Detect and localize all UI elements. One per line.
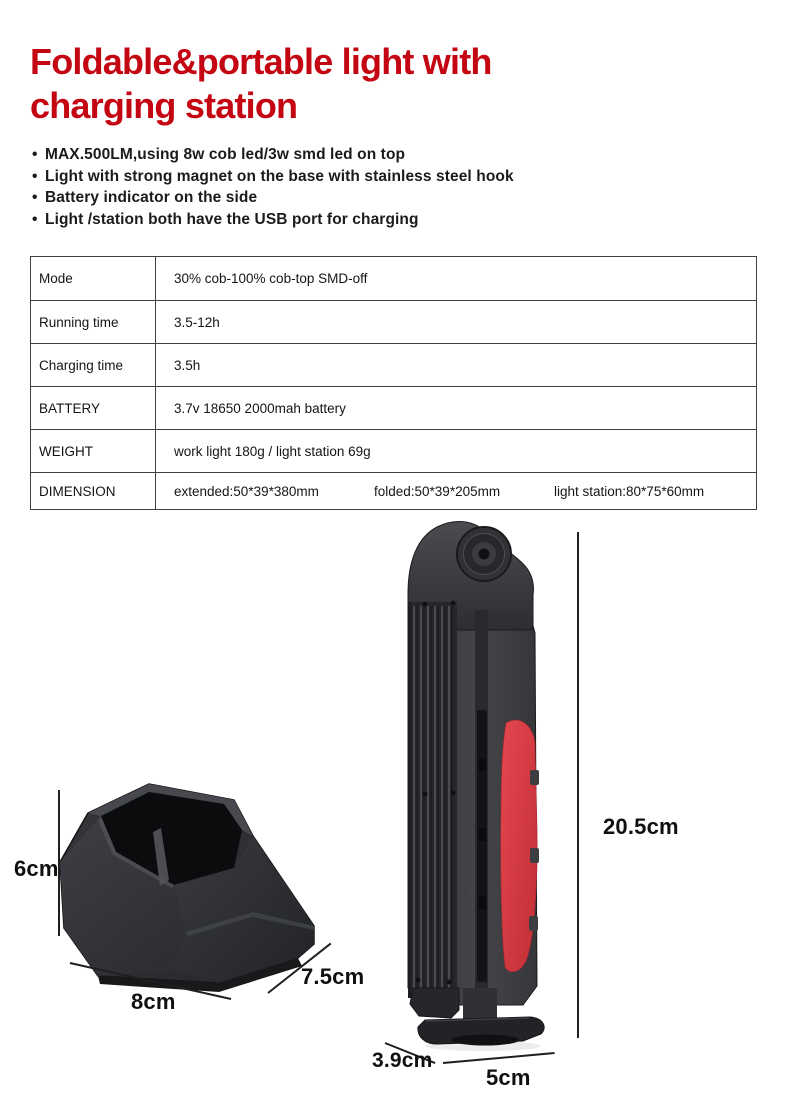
feature-list [32,144,514,230]
charging-station-image [56,780,322,996]
station-height-label: 6cm [14,856,59,881]
spec-table [30,256,757,510]
spec-row-running-time [31,301,757,344]
spec-value: 3.7v 18650 2000mah battery [156,387,757,430]
spec-label: Running time [31,301,156,344]
light-base-depth-label: 3.9cm [372,1049,433,1072]
light-base-width-line [443,1052,555,1064]
feature-item: • Battery indicator on the side [32,187,514,209]
spec-value: 3.5-12h [156,301,757,344]
station-depth-label: 7.5cm [301,964,365,989]
spec-label: BATTERY [31,387,156,430]
spec-row-dimension [31,473,757,510]
dimension-station: light station:80*75*60mm [554,483,705,499]
spec-label: WEIGHT [31,430,156,473]
spec-label: DIMENSION [31,473,156,510]
spec-row-mode [31,257,757,301]
spec-row-weight [31,430,757,473]
station-width-label: 8cm [131,989,176,1014]
light-height-line [577,532,579,1038]
feature-item: • Light with strong magnet on the base with stainless steel hook [32,166,514,188]
light-height-label: 20.5cm [603,814,679,839]
dimension-extended: extended:50*39*380mm [174,483,319,499]
spec-value: 30% cob-100% cob-top SMD-off [156,257,757,301]
spec-value: 3.5h [156,344,757,387]
spec-row-battery [31,387,757,430]
spec-label: Charging time [31,344,156,387]
spec-row-charging-time [31,344,757,387]
feature-item: • MAX.500LM,using 8w cob led/3w smd led on top [32,144,514,166]
product-illustration-area [0,508,790,1110]
spec-value: work light 180g / light station 69g [156,430,757,473]
page-title-line2: charging station [30,85,298,126]
dimension-folded: folded:50*39*205mm [374,483,501,499]
spec-label: Mode [31,257,156,301]
feature-item: • Light /station both have the USB port for charging [32,209,514,231]
work-light-image [405,518,565,1053]
page-title [30,40,590,128]
light-base-width-label: 5cm [486,1065,531,1090]
spec-value-dimension [156,473,757,510]
page-title-line1: Foldable&portable light with [30,41,492,82]
